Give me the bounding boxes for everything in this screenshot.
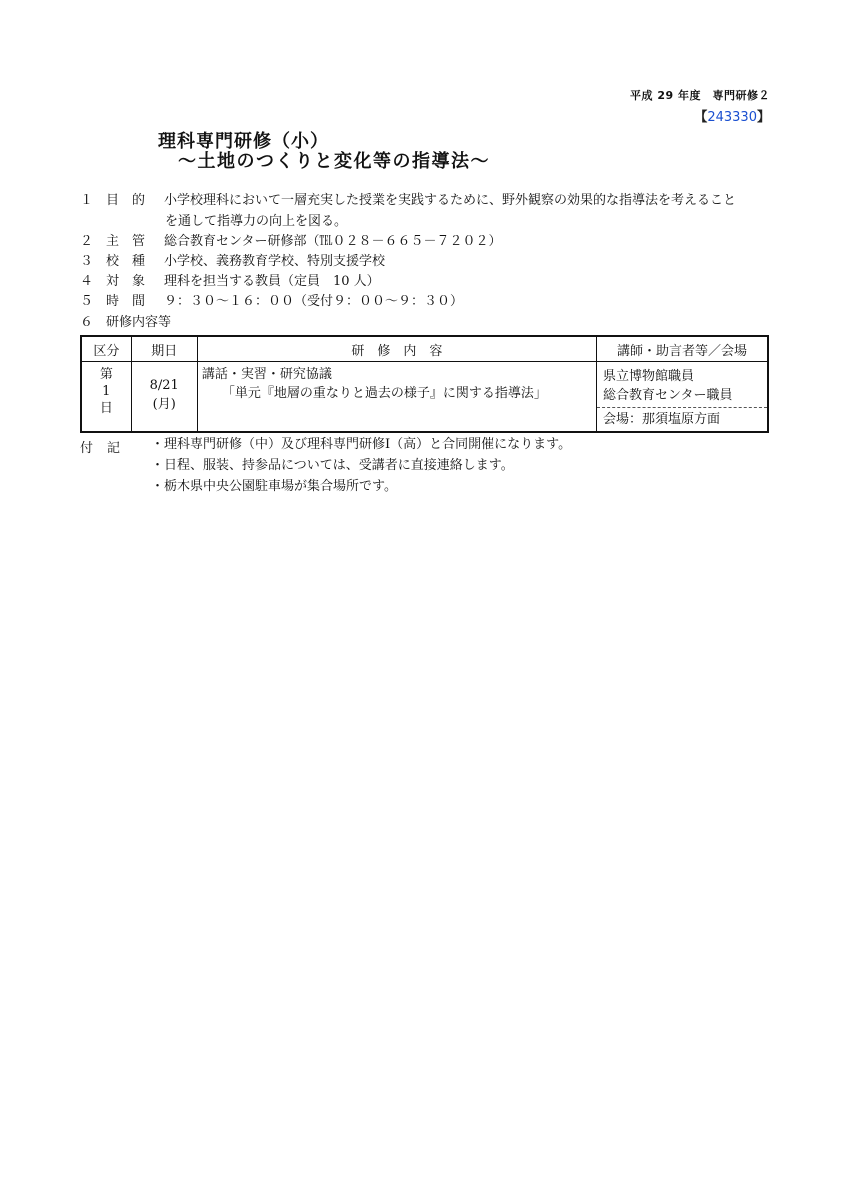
header-kubun: 区分 — [81, 336, 131, 362]
weekday-value: (月) — [152, 397, 176, 412]
page-subtitle: ～土地のつくりと変化等の指導法～ — [178, 151, 490, 172]
item-purpose — [80, 191, 736, 211]
item-label: 研修内容等 — [106, 315, 172, 330]
course-code-number: 243330 — [707, 110, 757, 125]
course-year-label: 平成 29 年度 専門研修２ — [630, 89, 770, 102]
item-label: 目 的 — [106, 193, 146, 208]
item-contents — [80, 313, 171, 333]
item-text: 総合教育センター研修部（℡０２８－６６５－７２０２） — [164, 234, 502, 249]
item-text: 小学校、義務教育学校、特別支援学校 — [164, 254, 386, 269]
header-content: 研 修 内 容 — [197, 336, 596, 362]
item-number: １ — [80, 193, 94, 208]
kubun-line: 第 — [99, 367, 113, 382]
note-item: ・理科専門研修（中）及び理科専門研修Ⅰ（高）と合同開催になります。 — [151, 437, 572, 452]
item-label: 対 象 — [106, 274, 146, 289]
item-number: ５ — [80, 294, 94, 309]
item-label: 時 間 — [106, 294, 146, 309]
item-number: ４ — [80, 274, 94, 289]
item-label: 主 管 — [106, 234, 146, 249]
item-label: 校 種 — [106, 254, 146, 269]
code-bracket-open: 【 — [694, 110, 708, 125]
note-item: ・日程、服装、持参品については、受講者に直接連絡します。 — [151, 458, 514, 473]
item-text: 理科を担当する教員（定員 10 人） — [164, 274, 380, 289]
date-value: 8/21 — [149, 378, 179, 393]
kubun-line: 1 — [102, 384, 111, 399]
cell-date — [131, 362, 197, 433]
staff-line: 県立博物館職員 — [602, 369, 694, 384]
staff-line: 総合教育センター職員 — [602, 388, 733, 403]
item-number: ２ — [80, 234, 94, 249]
schedule-table — [80, 335, 769, 433]
page-title: 理科専門研修（小） — [158, 131, 329, 152]
table-header-row — [81, 336, 768, 362]
content-line: 「単元『地層の重なりと過去の様子』に関する指導法」 — [221, 386, 547, 401]
content-line: 講話・実習・研究協議 — [201, 367, 332, 382]
code-bracket-close: 】 — [756, 110, 770, 125]
cell-kubun — [81, 362, 131, 433]
item-school-type — [80, 252, 385, 272]
notes-label: 付記 — [80, 441, 135, 456]
cell-content — [197, 362, 596, 433]
note-item: ・栃木県中央公園駐車場が集合場所です。 — [151, 479, 397, 494]
course-code — [694, 106, 770, 125]
item-text: 小学校理科において一層充実した授業を実践するために、野外観察の効果的な指導法を考えること — [164, 193, 737, 208]
item-text: ９：３０～１６：００（受付９：００～９：３０） — [164, 294, 464, 309]
item-time — [80, 292, 463, 312]
item-number: ６ — [80, 315, 94, 330]
venue: 会場：那須塩原方面 — [597, 407, 767, 431]
kubun-line: 日 — [99, 401, 113, 416]
item-organizer — [80, 232, 501, 252]
header-staff: 講師・助言者等／会場 — [596, 336, 768, 362]
item-number: ３ — [80, 254, 94, 269]
staff-list — [597, 362, 767, 407]
table-row — [81, 362, 768, 433]
header-date: 期日 — [131, 336, 197, 362]
item-purpose-continued: を通して指導力の向上を図る。 — [165, 214, 348, 229]
item-target — [80, 272, 380, 292]
cell-staff — [596, 362, 768, 433]
